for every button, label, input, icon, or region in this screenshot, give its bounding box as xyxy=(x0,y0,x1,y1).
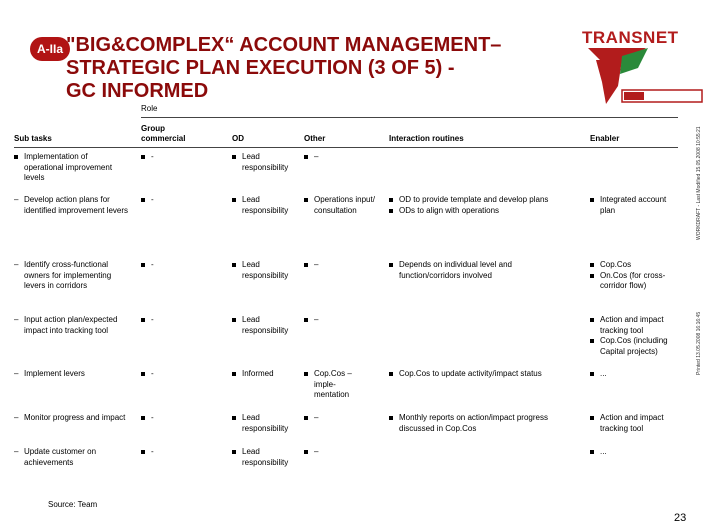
enabler-item: On.Cos (for cross-corridor flow) xyxy=(590,271,676,292)
od-cell: Informed xyxy=(232,369,302,380)
section-badge: A-IIa xyxy=(30,37,70,61)
company-logo-mark xyxy=(588,46,706,108)
other-cell: – xyxy=(304,413,374,424)
interaction-item: OD to provide template and develop plans xyxy=(389,195,581,206)
task-item: – Update customer on achievements xyxy=(14,447,129,468)
od-cell: Lead responsibility xyxy=(232,260,302,281)
other-cell: – xyxy=(304,260,374,271)
side-note-workdraft: WORKDRAFT - Last Modified 15.05.2008 10:55:21 xyxy=(696,126,702,240)
gc-cell: - xyxy=(141,315,154,326)
gc-cell: - xyxy=(141,413,154,424)
table-row-task xyxy=(14,152,129,184)
other-cell: Operations input/ consultation xyxy=(304,195,380,216)
gc-cell: - xyxy=(141,152,154,163)
enabler-item: Cop.Cos xyxy=(590,260,676,271)
header-divider xyxy=(14,147,678,148)
task-item: – Implement levers xyxy=(14,369,129,380)
other-cell: – xyxy=(304,315,374,326)
enabler-item: Action and impact tracking tool xyxy=(590,413,676,434)
gc-cell: - xyxy=(141,447,154,458)
task-item: Implementation of operational improvement levels xyxy=(14,152,129,184)
enabler-item: Cop.Cos (including Capital projects) xyxy=(590,336,676,357)
gc-cell: - xyxy=(141,195,154,206)
title-line-1: "BIG&COMPLEX“ ACCOUNT MANAGEMENT– xyxy=(66,34,502,56)
od-cell: Lead responsibility xyxy=(232,315,302,336)
header-interaction-routines: Interaction routines xyxy=(389,134,464,143)
page-title xyxy=(66,34,536,103)
task-item: – Input action plan/expected impact into tracking tool xyxy=(14,315,129,336)
interaction-item: Cop.Cos to update activity/impact status xyxy=(389,369,581,380)
enabler-item: Integrated account plan xyxy=(590,195,680,216)
interaction-item: ODs to align with operations xyxy=(389,206,581,217)
title-line-3: GC INFORMED xyxy=(66,80,209,102)
header-enabler: Enabler xyxy=(590,134,620,143)
role-label: Role xyxy=(141,104,158,113)
header-group-commercial: Group commercial xyxy=(141,124,186,143)
gc-cell: - xyxy=(141,260,154,271)
other-cell: – xyxy=(304,447,374,458)
other-cell: Cop.Cos – imple-mentation xyxy=(304,369,360,401)
enabler-item: ... xyxy=(590,369,676,380)
role-divider xyxy=(141,117,678,118)
od-cell: Lead responsibility xyxy=(232,447,302,468)
header-od: OD xyxy=(232,134,244,143)
enabler-item: Action and impact tracking tool xyxy=(590,315,676,336)
side-note-printed: Printed 13.05.2008 16:16:45 xyxy=(696,311,702,375)
other-cell: – xyxy=(304,152,374,163)
task-item: – Monitor progress and impact xyxy=(14,413,129,424)
header-sub-tasks: Sub tasks xyxy=(14,134,52,143)
header-other: Other xyxy=(304,134,326,143)
interaction-item: Monthly reports on action/impact progress discussed in Cop.Cos xyxy=(389,413,581,434)
task-item: – Identify cross-functional owners for implementing levers in corridors xyxy=(14,260,129,292)
task-item: – Develop action plans for identified improvement levers xyxy=(14,195,129,216)
source-note: Source: Team xyxy=(48,500,98,509)
gc-cell: - xyxy=(141,369,154,380)
company-logo-text: TRANSNET xyxy=(582,28,679,47)
page-number: 23 xyxy=(674,512,687,524)
od-cell: Lead responsibility xyxy=(232,413,302,434)
interaction-item: Depends on individual level and function/corridors involved xyxy=(389,260,559,281)
title-line-2: STRATEGIC PLAN EXECUTION (3 OF 5) - xyxy=(66,57,455,79)
od-cell: Lead responsibility xyxy=(232,152,302,173)
enabler-item: ... xyxy=(590,447,676,458)
od-cell: Lead responsibility xyxy=(232,195,302,216)
